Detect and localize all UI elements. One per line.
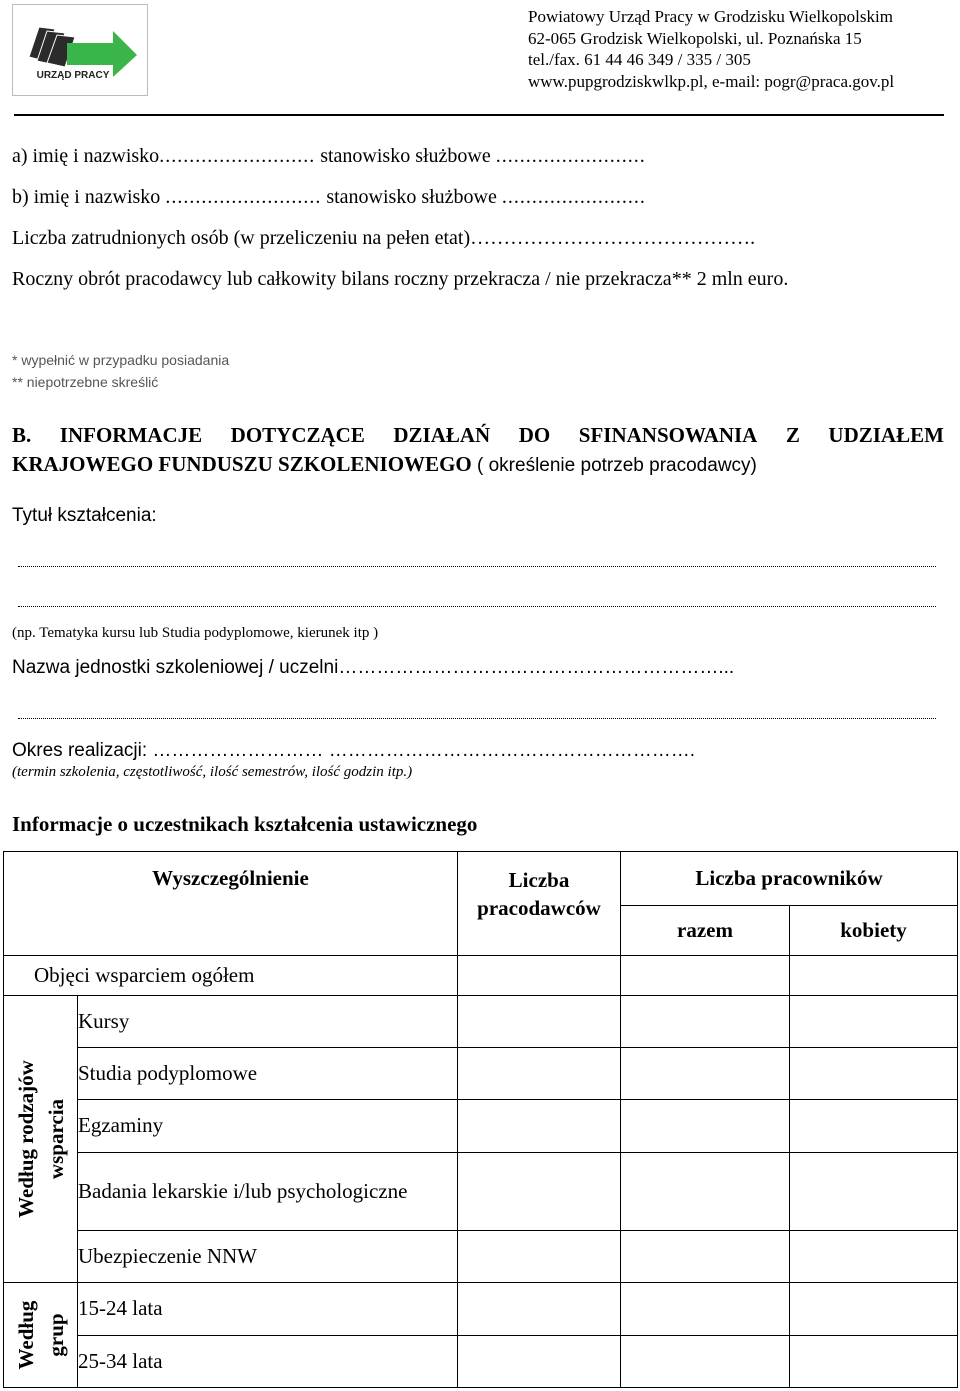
footnote-fill-if-owned: * wypełnić w przypadku posiadania: [12, 352, 230, 368]
row-label: 15-24 lata: [78, 1283, 458, 1336]
cell-input[interactable]: [621, 996, 790, 1048]
title-word: SFINANSOWANIA: [578, 423, 758, 447]
participants-heading: Informacje o uczestnikach kształcenia ustawicznego: [12, 812, 478, 836]
org-name: Powiatowy Urząd Pracy w Grodzisku Wielkopolskim: [528, 7, 893, 26]
urzad-pracy-logo: [12, 4, 148, 96]
section-b-title-line2: [12, 450, 944, 480]
cell-input[interactable]: [621, 1335, 790, 1388]
period-line: [12, 740, 695, 762]
cell-input[interactable]: [458, 956, 621, 996]
cell-input[interactable]: [621, 1230, 790, 1282]
table-row: [4, 1100, 958, 1152]
period-field[interactable]: ……………………… ………………………………………………….: [147, 740, 695, 761]
row-label: Ubezpieczenie NNW: [78, 1230, 458, 1282]
header-employees: Liczba pracowników: [621, 852, 958, 906]
row-label: Studia podyplomowe: [78, 1048, 458, 1100]
rep-a-position-label: stanowisko służbowe: [315, 145, 496, 167]
cell-input[interactable]: [621, 1100, 790, 1152]
rep-b-name-label: b) imię i nazwisko: [12, 186, 166, 208]
org-address: 62-065 Grodzisk Wielkopolski, ul. Poznańska 15: [528, 28, 862, 48]
org-phone: tel./fax. 61 44 46 349 / 335 / 305: [528, 50, 751, 69]
rep-a-name-label: a) imię i nazwisko: [12, 145, 160, 167]
cell-input[interactable]: [458, 1230, 621, 1282]
cell-input[interactable]: [458, 1100, 621, 1152]
cell-input[interactable]: [458, 1283, 621, 1336]
row-label: Kursy: [78, 996, 458, 1048]
cell-input[interactable]: [458, 1152, 621, 1230]
title-word: INFORMACJE: [59, 423, 203, 447]
cell-input[interactable]: [790, 1230, 958, 1282]
course-title-label: Tytuł kształcenia:: [12, 505, 157, 526]
section-b-title-line1: [12, 421, 944, 450]
institution-label: Nazwa jednostki szkoleniowej / uczelni: [12, 657, 339, 678]
header-divider: [14, 114, 944, 116]
header-spec: Wyszczególnienie: [4, 852, 458, 956]
cell-input[interactable]: [790, 1048, 958, 1100]
section-b-title-bold: KRAJOWEGO FUNDUSZU SZKOLENIOWEGO: [12, 452, 472, 476]
period-label: Okres realizacji:: [12, 740, 148, 761]
rep-b-position-label: stanowisko służbowe: [321, 186, 502, 208]
title-word: DZIAŁAŃ: [393, 423, 491, 447]
table-row: [4, 996, 958, 1048]
section-b-title: [12, 421, 944, 480]
row-label: 25-34 lata: [78, 1335, 458, 1388]
row-total-label: Objęci wsparciem ogółem: [4, 956, 458, 996]
row-label: Egzaminy: [78, 1100, 458, 1152]
header-total: razem: [621, 906, 790, 956]
institution-field-2[interactable]: [18, 718, 936, 719]
cell-input[interactable]: [621, 1283, 790, 1336]
turnover-line: Roczny obrót pracodawcy lub całkowity bilans roczny przekracza / nie przekracza** 2 mln euro.: [12, 268, 789, 290]
header-women: kobiety: [790, 906, 958, 956]
rep-a-position-field[interactable]: .........................: [495, 145, 646, 167]
cell-input[interactable]: [458, 1335, 621, 1388]
course-title-field-2[interactable]: [18, 606, 936, 607]
table-row: [4, 1048, 958, 1100]
course-title-field-1[interactable]: [18, 566, 936, 567]
title-word: B.: [12, 423, 32, 447]
institution-field[interactable]: ……………………………………………………...: [338, 657, 735, 678]
org-web-email: www.pupgrodziskwlkp.pl, e-mail: pogr@praca.gov.pl: [528, 71, 895, 91]
cell-input[interactable]: [621, 956, 790, 996]
course-example-hint: (np. Tematyka kursu lub Studia podyplomowe, kierunek itp ): [12, 625, 379, 641]
period-hint: (termin szkolenia, częstotliwość, ilość semestrów, ilość godzin itp.): [12, 764, 413, 780]
table-row: [4, 1335, 958, 1388]
cell-input[interactable]: [790, 1152, 958, 1230]
cell-input[interactable]: [458, 996, 621, 1048]
group-support-label: Według rodzajów wsparcia: [13, 1060, 68, 1218]
representative-a-line: [12, 145, 646, 168]
table-row: [4, 1152, 958, 1230]
header-employers: Liczba pracodawców: [458, 852, 621, 956]
rep-a-name-field[interactable]: ..........................: [159, 145, 316, 167]
cell-input[interactable]: [790, 956, 958, 996]
group-age-label: Według grup: [13, 1300, 68, 1370]
row-label: Badania lekarskie i/lub psychologiczne: [78, 1152, 458, 1230]
footnote-strike-unneeded: ** niepotrzebne skreślić: [12, 374, 159, 390]
title-word: UDZIAŁEM: [828, 423, 944, 447]
title-word: DO: [518, 423, 551, 447]
header-contact: [528, 6, 894, 92]
group-support-cell: [4, 996, 78, 1283]
cell-input[interactable]: [790, 1335, 958, 1388]
title-word: Z: [785, 423, 800, 447]
cell-input[interactable]: [458, 1048, 621, 1100]
representative-b-line: [12, 186, 646, 209]
institution-line: [12, 657, 734, 679]
cell-input[interactable]: [621, 1152, 790, 1230]
rep-b-position-field[interactable]: ........................: [501, 186, 646, 208]
participants-table: [3, 851, 958, 1388]
rep-b-name-field[interactable]: ..........................: [165, 186, 322, 208]
cell-input[interactable]: [621, 1048, 790, 1100]
employees-count-line[interactable]: Liczba zatrudnionych osób (w przeliczeniu na pełen etat)…………………………………….: [12, 227, 756, 249]
cell-input[interactable]: [790, 1100, 958, 1152]
cell-input[interactable]: [790, 996, 958, 1048]
svg-text:URZĄD PRACY: URZĄD PRACY: [36, 70, 110, 81]
table-row: [4, 1230, 958, 1282]
section-b-title-suffix: ( określenie potrzeb pracodawcy): [471, 455, 757, 476]
title-word: DOTYCZĄCE: [230, 423, 365, 447]
cell-input[interactable]: [790, 1283, 958, 1336]
group-age-cell: [4, 1283, 78, 1388]
table-row: [4, 1283, 958, 1336]
